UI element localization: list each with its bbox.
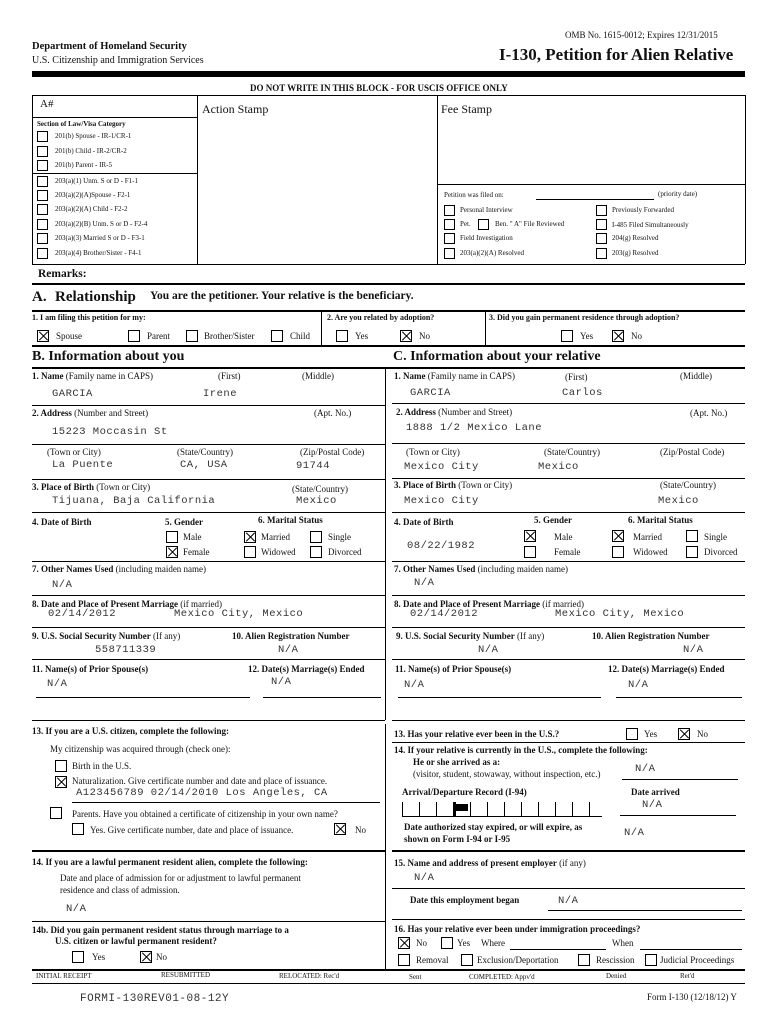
c-female-checkbox[interactable] [524, 546, 536, 558]
removal-label: Removal [416, 955, 449, 965]
parents-no-label: No [355, 825, 366, 835]
b-single-label: Single [328, 532, 352, 542]
rescission-checkbox[interactable] [578, 954, 590, 966]
b-dob-label: 4. Date of Birth [32, 517, 92, 527]
category-checkbox[interactable] [37, 233, 48, 244]
pet-checkbox[interactable] [444, 219, 455, 230]
c-i94-label: Arrival/Departure Record (I-94) [402, 787, 527, 797]
b-citizen-question: 13. If you are a U.S. citizen, complete the following: [32, 726, 230, 736]
c-pob-state-label: (State/Country) [660, 480, 716, 490]
c-arrived-as-value: N/A [635, 763, 656, 775]
c-been-us-no-label: No [697, 729, 708, 739]
b-marital-label: 6. Marital Status [258, 515, 323, 525]
b-married-label: Married [261, 532, 290, 542]
a2a-resolved-label: 203(a)(2)(A) Resolved [460, 249, 524, 257]
department-name: Department of Homeland Security [32, 41, 187, 52]
c-employment-began-value: N/A [558, 895, 579, 907]
c-other-names-label: 7. Other Names Used (including maiden name) [394, 564, 569, 574]
c-authorized-label-1: Date authorized stay expired, or will expire, as [404, 822, 583, 832]
i485-label: I-485 Filed Simultaneously [612, 221, 689, 229]
c-dob-value: 08/22/1982 [407, 540, 476, 552]
b-ssn-value: 558711339 [95, 644, 157, 656]
section-b-title: B. Information about you [32, 349, 185, 364]
c-dob-label: 4. Date of Birth [394, 517, 454, 527]
filed-on-label: Petition was filed on: [444, 191, 504, 199]
b-pob-country-value: Mexico [296, 495, 337, 507]
c-married-checkbox[interactable] [612, 530, 624, 542]
fee-stamp-label: Fee Stamp [441, 102, 492, 116]
footer-completed: COMPLETED: Appv'd [469, 973, 535, 981]
action-stamp-label: Action Stamp [202, 102, 269, 116]
category-label: 203(a)(2)(B) Unm. S or D - F2-4 [55, 220, 148, 228]
adoption-yes-label: Yes [355, 331, 369, 341]
b-lpr-sub1: Date and place of admission for or adjustment to lawful permanent [60, 873, 301, 883]
c-male-checkbox[interactable] [524, 530, 536, 542]
category-checkbox[interactable] [37, 176, 48, 187]
priority-date-label: (priority date) [658, 190, 698, 198]
c-middle-label: (Middle) [680, 371, 712, 381]
b-q14b-line1: 14b. Did you gain permanent resident status through marriage to a [32, 925, 289, 935]
c-zip-label: (Zip/Postal Code) [660, 447, 725, 457]
b-other-names-value: N/A [52, 579, 73, 591]
b-marriage-label: 8. Date and Place of Present Marriage (if married) [32, 599, 223, 609]
b-state-value: CA, USA [180, 459, 228, 471]
c-where-label: Where [481, 938, 505, 948]
b-q14b-line2: U.S. citizen or lawful permanent resident? [55, 936, 217, 946]
c-single-label: Single [704, 532, 728, 542]
section-a-title: Relationship [55, 289, 136, 305]
b-address-label: 2. Address (Number and Street) [32, 408, 149, 418]
c-date-arrived-value: N/A [642, 799, 663, 811]
c-widowed-label: Widowed [633, 547, 668, 557]
personal-interview-label: Personal Interview [460, 206, 513, 214]
spouse-checkbox[interactable] [37, 330, 49, 342]
c-first-name-value: Carlos [562, 387, 603, 399]
c-marriage-label: 8. Date and Place of Present Marriage (if married) [394, 599, 585, 609]
c-been-us-yes-checkbox[interactable] [626, 728, 638, 740]
c-employer-label: 15. Name and address of present employer (if any) [394, 858, 586, 868]
birth-us-checkbox[interactable] [55, 760, 67, 772]
judicial-checkbox[interactable] [645, 954, 657, 966]
adoption-yes-checkbox[interactable] [336, 330, 348, 342]
category-label: 203(a)(3) Married S or D - F3-1 [55, 234, 145, 242]
b-marriage-ended-label: 12. Date(s) Marriage(s) Ended [248, 664, 365, 674]
b-apt-label: (Apt. No.) [314, 408, 352, 418]
judicial-label: Judicial Proceedings [660, 955, 735, 965]
category-label: 203(a)(2)(A)Spouse - F2-1 [55, 191, 131, 199]
category-checkbox[interactable] [37, 160, 48, 171]
c-ssn-value: N/A [478, 644, 499, 656]
c-arn-label: 10. Alien Registration Number [592, 631, 710, 641]
c-date-arrived-label: Date arrived [631, 787, 680, 797]
b-arn-label: 10. Alien Registration Number [232, 631, 350, 641]
c-family-name-value: GARCIA [410, 387, 451, 399]
b-divorced-checkbox[interactable] [310, 546, 322, 558]
b-divorced-label: Divorced [328, 547, 362, 557]
c-divorced-checkbox[interactable] [686, 546, 698, 558]
section-a-subtitle: You are the petitioner. Your relative is the beneficiary. [150, 290, 414, 302]
b-gender-label: 5. Gender [165, 517, 203, 527]
category-checkbox[interactable] [37, 219, 48, 230]
c-employer-value: N/A [414, 872, 435, 884]
category-checkbox[interactable] [37, 204, 48, 215]
footer-retd: Ret'd [680, 972, 695, 980]
child-checkbox[interactable] [271, 330, 283, 342]
b-pob-town-value: Tijuana, Baja California [52, 495, 216, 507]
c-marital-label: 6. Marital Status [628, 515, 693, 525]
category-label: 201(b) Child - IR-2/CR-2 [55, 147, 127, 155]
pet-label: Pet. [460, 220, 471, 228]
b-state-label: (State/Country) [177, 447, 233, 457]
c-address-label: 2. Address (Number and Street) [396, 407, 513, 417]
b-lpr-value: N/A [66, 903, 87, 915]
adoption-question: 2. Are you related by adoption? [327, 313, 435, 322]
category-checkbox[interactable] [37, 248, 48, 259]
footer-initial-receipt: INITIAL RECEIPT [36, 972, 92, 980]
category-label: 203(a)(4) Brother/Sister - F4-1 [55, 249, 142, 257]
q14b-yes-label: Yes [92, 952, 106, 962]
b-pob-label: 3. Place of Birth (Town or City) [32, 482, 151, 492]
c-proceedings-question: 16. Has your relative ever been under immigration proceedings? [394, 924, 641, 934]
footer-sent: Sent [409, 973, 422, 981]
rescission-label: Rescission [596, 955, 635, 965]
category-label: 203(a)(1) Unm. S or D - F1-1 [55, 177, 139, 185]
ben-file-checkbox[interactable] [478, 219, 489, 230]
previously-forwarded-checkbox[interactable] [596, 205, 607, 216]
b-street-value: 15223 Moccasin St [52, 426, 168, 438]
b-female-checkbox[interactable] [166, 546, 178, 558]
pr-adoption-question: 3. Did you gain permanent residence through adoption? [489, 313, 680, 322]
c-pob-country-value: Mexico [658, 495, 699, 507]
b-first-label: (First) [218, 371, 241, 381]
field-investigation-label: Field Investigation [460, 234, 513, 242]
c-male-label: Male [554, 532, 573, 542]
pr-adoption-no-label: No [631, 331, 642, 341]
certificate-value: A123456789 02/14/2010 Los Angeles, CA [76, 787, 328, 799]
g204-checkbox[interactable] [596, 233, 607, 244]
c-widowed-checkbox[interactable] [612, 546, 624, 558]
adoption-no-label: No [419, 331, 430, 341]
adoption-no-checkbox[interactable] [400, 330, 412, 342]
parents-label: Parents. Have you obtained a certificate of citizenship in your own name? [72, 809, 338, 819]
b-zip-label: (Zip/Postal Code) [300, 447, 365, 457]
q14b-no-label: No [156, 952, 167, 962]
c-town-value: Mexico City [404, 461, 479, 473]
category-checkbox[interactable] [37, 131, 48, 142]
c-state-value: Mexico [538, 461, 579, 473]
ben-file-label: Ben. " A" File Reviewed [495, 220, 565, 228]
birth-us-label: Birth in the U.S. [72, 761, 132, 771]
b-marriage-date-value: 02/14/2012 [48, 608, 117, 620]
b-male-checkbox[interactable] [166, 531, 178, 543]
exclusion-label: Exclusion/Deportation [477, 955, 559, 965]
c-authorized-value: N/A [624, 827, 645, 839]
c-other-names-value: N/A [414, 577, 435, 589]
pr-adoption-no-checkbox[interactable] [612, 330, 624, 342]
footer-denied: Denied [606, 972, 627, 980]
office-banner: DO NOT WRITE IN THIS BLOCK - FOR USCIS OFFICE ONLY [250, 83, 508, 93]
c-pob-label: 3. Place of Birth (Town or City) [394, 480, 513, 490]
c-proceedings-yes-checkbox[interactable] [441, 937, 453, 949]
g204-label: 204(g) Resolved [612, 234, 659, 242]
c-proceedings-no-checkbox[interactable] [398, 937, 410, 949]
c-been-in-us-question: 13. Has your relative ever been in the U.S.? [394, 729, 560, 739]
b-single-checkbox[interactable] [310, 531, 322, 543]
g203-label: 203(g) Resolved [612, 249, 659, 257]
g203-checkbox[interactable] [596, 248, 607, 259]
b-marriage-ended-value: N/A [271, 676, 292, 688]
section-c-title: C. Information about your relative [393, 349, 601, 364]
a-number-label: A# [40, 98, 54, 110]
c-pob-town-value: Mexico City [404, 495, 479, 507]
c-marriage-ended-label: 12. Date(s) Marriage(s) Ended [608, 664, 725, 674]
naturalization-label: Naturalization. Give certificate number and date and place of issuance. [72, 776, 328, 786]
b-prior-spouse-label: 11. Name(s) of Prior Spouse(s) [32, 664, 149, 674]
field-investigation-checkbox[interactable] [444, 233, 455, 244]
c-employment-began-label: Date this employment began [410, 895, 520, 905]
naturalization-checkbox[interactable] [55, 776, 67, 788]
b-middle-label: (Middle) [302, 371, 334, 381]
category-checkbox[interactable] [37, 190, 48, 201]
c-ssn-label: 9. U.S. Social Security Number (If any) [396, 631, 545, 641]
c-female-label: Female [554, 547, 581, 557]
c-arrived-as-label: He or she arrived as a: [413, 757, 501, 767]
form-id: FORMI-130REV01-08-12Y [80, 993, 230, 1005]
form-edition: Form I-130 (12/18/12) Y [647, 992, 737, 1002]
agency-name: U.S. Citizenship and Immigration Services [32, 55, 204, 66]
b-citizenship-prompt: My citizenship was acquired through (check one): [50, 744, 231, 754]
parent-checkbox[interactable] [128, 330, 140, 342]
q14b-no-checkbox[interactable] [140, 951, 152, 963]
b-zip-value: 91744 [296, 460, 331, 472]
pr-adoption-yes-label: Yes [580, 331, 594, 341]
b-widowed-checkbox[interactable] [244, 546, 256, 558]
b-family-name-value: GARCIA [52, 388, 93, 400]
filing-for-question: 1. I am filing this petition for my: [32, 313, 146, 322]
c-when-label: When [612, 938, 634, 948]
b-other-names-label: 7. Other Names Used (including maiden name) [32, 564, 207, 574]
c-proceedings-yes-label: Yes [457, 938, 471, 948]
category-checkbox[interactable] [37, 146, 48, 157]
c-marriage-place-value: Mexico City, Mexico [555, 608, 685, 620]
b-pob-state-label: (State/Country) [292, 484, 348, 494]
b-name-label: 1. Name (Family name in CAPS) [32, 371, 153, 381]
spouse-label: Spouse [56, 331, 83, 341]
footer-resubmitted: RESUBMITTED [161, 971, 210, 979]
previously-forwarded-label: Previously Forwarded [612, 206, 675, 214]
b-male-label: Male [183, 532, 202, 542]
b-lpr-sub2: residence and class of admission. [60, 885, 180, 895]
brother-sister-checkbox[interactable] [186, 330, 198, 342]
b-married-checkbox[interactable] [244, 531, 256, 543]
c-divorced-label: Divorced [704, 547, 738, 557]
footer-relocated: RELOCATED: Rec'd [279, 972, 340, 980]
child-label: Child [290, 331, 311, 341]
c-single-checkbox[interactable] [686, 530, 698, 542]
b-first-name-value: Irene [203, 388, 238, 400]
parents-yes-label: Yes. Give certificate number, date and place of issuance. [90, 825, 294, 835]
remarks-label: Remarks: [38, 268, 87, 280]
c-marriage-ended-value: N/A [628, 679, 649, 691]
personal-interview-checkbox[interactable] [444, 205, 455, 216]
c-marriage-date-value: 02/14/2012 [410, 608, 479, 620]
b-town-label: (Town or City) [47, 447, 101, 457]
b-ssn-label: 9. U.S. Social Security Number (If any) [32, 631, 181, 641]
b-town-value: La Puente [52, 459, 114, 471]
c-married-label: Married [633, 532, 662, 542]
c-arrived-hint: (visitor, student, stowaway, without inspection, etc.) [413, 769, 601, 779]
c-name-label: 1. Name (Family name in CAPS) [394, 371, 515, 381]
removal-checkbox[interactable] [398, 954, 410, 966]
visa-category-title: Section of Law/Visa Category [37, 120, 126, 128]
c-street-value: 1888 1/2 Mexico Lane [406, 422, 543, 434]
c-authorized-label-2: shown on Form I-94 or I-95 [404, 834, 511, 844]
i485-checkbox[interactable] [596, 219, 607, 230]
c-town-label: (Town or City) [406, 447, 460, 457]
b-female-label: Female [183, 547, 210, 557]
pr-adoption-yes-checkbox[interactable] [561, 330, 573, 342]
category-label: 201(b) Spouse - IR-1/CR-1 [55, 132, 132, 140]
c-arn-value: N/A [683, 644, 704, 656]
parents-checkbox[interactable] [50, 807, 62, 819]
exclusion-checkbox[interactable] [461, 954, 473, 966]
b-widowed-label: Widowed [261, 547, 296, 557]
c-gender-label: 5. Gender [534, 515, 572, 525]
section-a-letter: A. [32, 289, 47, 305]
a2a-resolved-checkbox[interactable] [444, 248, 455, 259]
category-label: 201(b) Parent - IR-5 [55, 161, 112, 169]
parents-no-checkbox[interactable] [334, 823, 346, 835]
b-prior-spouse-value: N/A [47, 678, 68, 690]
c-proceedings-no-label: No [416, 938, 427, 948]
b-lpr-question: 14. If you are a lawful permanent resident alien, complete the following: [32, 857, 308, 867]
c-apt-label: (Apt. No.) [690, 408, 728, 418]
parents-yes-checkbox[interactable] [72, 823, 84, 835]
c-state-label: (State/Country) [544, 447, 600, 457]
parent-label: Parent [147, 331, 170, 341]
c-been-us-yes-label: Yes [644, 729, 658, 739]
c-first-label: (First) [565, 372, 588, 382]
q14b-yes-checkbox[interactable] [72, 951, 84, 963]
b-marriage-place-value: Mexico City, Mexico [174, 608, 304, 620]
c-prior-spouse-value: N/A [404, 679, 425, 691]
brother-sister-label: Brother/Sister [204, 331, 255, 341]
c-prior-spouse-label: 11. Name(s) of Prior Spouse(s) [395, 664, 512, 674]
category-label: 203(a)(2)(A) Child - F2-2 [55, 205, 128, 213]
c-been-us-no-checkbox[interactable] [678, 728, 690, 740]
form-title: I-130, Petition for Alien Relative [499, 45, 734, 64]
b-arn-value: N/A [278, 644, 299, 656]
c-currently-in-us-question: 14. If your relative is currently in the U.S., complete the following: [394, 745, 648, 755]
omb-number: OMB No. 1615-0012; Expires 12/31/2015 [565, 30, 718, 40]
header-rule [32, 71, 745, 77]
